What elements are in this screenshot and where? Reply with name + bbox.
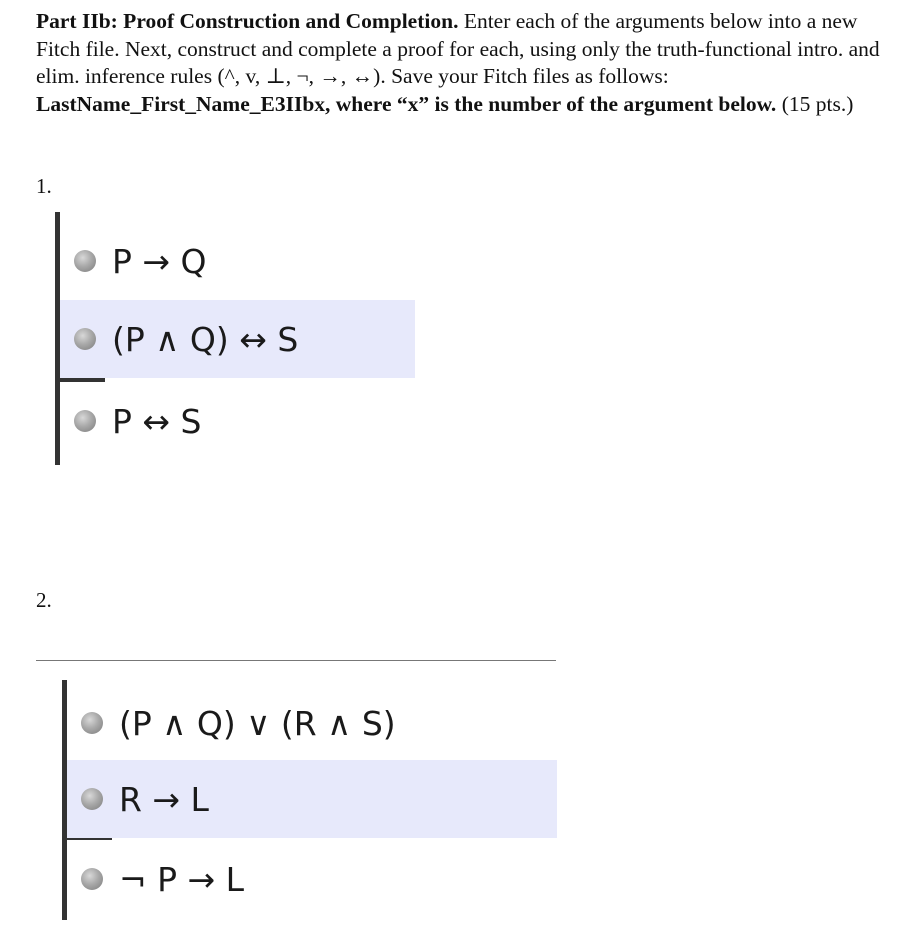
bullet-icon (74, 250, 96, 272)
formula: R → L (119, 779, 209, 819)
instructions-filename: LastName_First_Name_E3IIbx, where “x” is the number of the argument below. (36, 91, 777, 116)
instructions-paragraph (36, 8, 886, 118)
instructions-text: Enter each of the arguments below into a new Fitch file. Next, construct and complete a proof for each, using only the truth-functional intro. and elim. inference rules (^, v, ⊥, ¬, →, ↔). Save your Fitch files as follows: (36, 9, 880, 88)
argument-1-number: 1. (36, 174, 52, 198)
formula: ¬ P → L (119, 859, 245, 899)
formula: (P ∧ Q) ↔ S (112, 319, 299, 359)
bullet-icon (81, 788, 103, 810)
proof-2-premise-1[interactable] (67, 684, 557, 762)
formula: (P ∧ Q) ∨ (R ∧ S) (119, 703, 396, 743)
bullet-icon (74, 410, 96, 432)
proof-2-conclusion[interactable] (67, 840, 557, 918)
proof-1-premise-1[interactable] (60, 222, 415, 300)
proof-1-conclusion[interactable] (60, 382, 415, 460)
instructions-points: (15 pts.) (776, 91, 854, 116)
proof-2-premise-2[interactable] (67, 760, 557, 838)
argument-2-number: 2. (36, 588, 52, 612)
bullet-icon (74, 328, 96, 350)
bullet-icon (81, 712, 103, 734)
bullet-icon (81, 868, 103, 890)
instructions-heading: Part IIb: Proof Construction and Completion. (36, 9, 459, 33)
formula: P → Q (112, 241, 207, 281)
formula: P ↔ S (112, 401, 202, 441)
separator-line (36, 660, 556, 661)
proof-1-premise-2[interactable] (60, 300, 415, 378)
